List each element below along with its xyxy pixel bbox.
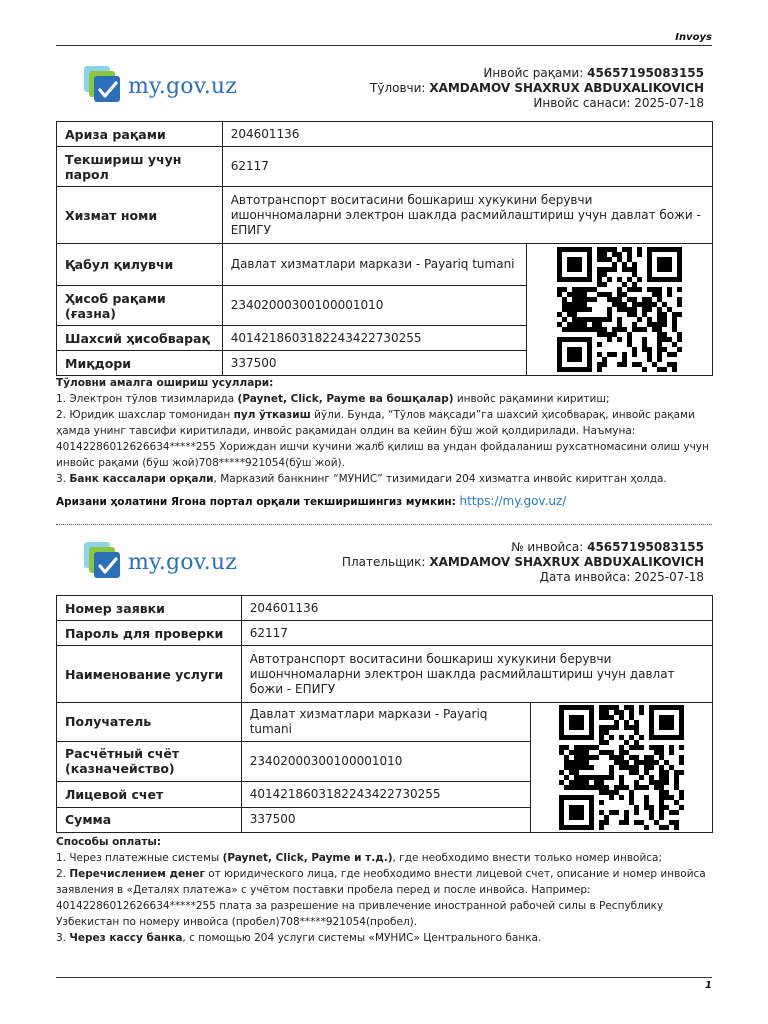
row-label: Хизмат номи (57, 187, 223, 244)
payment-method-1 (56, 850, 712, 866)
method-text-bold: (Paynet, Click, Payme и т.д.) (222, 852, 393, 864)
page-number: 1 (705, 980, 712, 991)
invoice-meta-ru (342, 540, 704, 585)
method-text: 2. (56, 868, 70, 880)
mygov-logo[interactable] (84, 66, 237, 106)
row-value: Давлат хизматлари маркази - Payariq tumani (241, 703, 531, 742)
row-label: Наименование услуги (57, 646, 242, 703)
payment-methods-title: Тўловни амалга ошириш усуллари: (56, 377, 274, 389)
qr-code[interactable] (539, 705, 704, 830)
payment-methods-title: Способы оплаты: (56, 836, 162, 848)
method-text: 2. Юридик шахслар томонидан (56, 409, 234, 421)
method-text: 1. Электрон тўлов тизимларида (56, 393, 238, 405)
row-label: Пароль для проверки (57, 621, 242, 646)
row-label: Қабул қилувчи (57, 244, 223, 286)
portal-note (56, 494, 566, 508)
row-value: 23402000300100001010 (241, 741, 531, 782)
row-label: Ариза рақами (57, 122, 223, 147)
method-text: , с помощью 204 услуги системы «МУНИС» Центрального банка. (182, 932, 542, 944)
method-text: 3. (56, 932, 70, 944)
row-value: 62117 (241, 621, 712, 646)
logo-text: my.gov.uz (128, 73, 238, 99)
row-value: 401421860318224342273025​5 (222, 326, 527, 351)
method-text-bold: Банк кассалари орқали (69, 473, 214, 485)
method-text: от юридического лица, где необходимо внести лицевой счет, описание и номер инвойса заявления в «Деталях платежа» с учётом поставки пробела перед и после инвойса. Например: 40142286012626634*****255 плата за разрешение на привлечение иностранной рабочей силы в Республику Узбекистан по номеру инвойса (пробел)708*****921054(пробел). (56, 868, 706, 928)
invoice-table-ru (56, 595, 713, 833)
table-row (57, 122, 713, 147)
footer-divider (56, 977, 712, 978)
header-divider (56, 45, 712, 46)
row-label: Номер заявки (57, 596, 242, 621)
method-text-bold: Через кассу банка (69, 932, 183, 944)
row-value: Автотранспорт воситасини бошкариш хукукини берувчи ишончномаларни электрон шаклда расмийлаштириш учун давлат божи - ЕПИГУ (222, 187, 712, 244)
row-label: Ҳисоб рақами (ғазна) (57, 286, 223, 326)
row-label: Текшириш учун парол (57, 147, 223, 187)
invoice-table-uz (56, 121, 713, 376)
payer-name: XAMDAMOV SHAXRUX ABDUXALIKOVICH (429, 81, 704, 95)
row-value: Давлат хизматлари маркази - Payariq tumani (222, 244, 527, 286)
invoice-number: 45657195083155 (587, 66, 704, 80)
cut-line (56, 524, 712, 525)
qr-cell (531, 703, 713, 833)
row-value: 337500 (241, 807, 531, 832)
invoice-date-label: Инвойс санаси: (533, 96, 631, 110)
method-text: , где необходимо внести только номер инвойса; (392, 852, 663, 864)
payment-method-2 (56, 407, 712, 471)
method-text: 3. (56, 473, 70, 485)
row-label: Расчётный счёт (казначейство) (57, 741, 242, 782)
payment-method-2 (56, 866, 712, 930)
row-value: 337500 (222, 351, 527, 376)
payment-method-3 (56, 930, 712, 946)
row-value: 401421860318224342273025​5 (241, 782, 531, 807)
portal-link[interactable]: https://my.gov.uz/ (459, 494, 567, 508)
invoice-date-label: Дата инвойса: (539, 570, 631, 584)
qr-cell (527, 244, 713, 376)
row-label: Сумма (57, 807, 242, 832)
payer-label: Плательщик: (341, 555, 426, 569)
invoice-date: 2025-07-18 (634, 570, 704, 584)
table-row (57, 244, 713, 286)
method-text: йўли. Бунда, “Тўлов мақсади”га шахсий ҳисобварақ, инвойс рақами ҳамда унинг тавсифи киритилади, инвойс рақамидан олдин ва кейин бўш жой қолдирилади. Наъмуна: 40142286012626634*****255 Хориждан ишчи кучини жалб қилиш ва ундан фойдаланиш рухсатномасини олиш учун инвойс рақами (бўш жой)708*****921054(бўш жой). (56, 409, 709, 469)
method-text-bold: пул ўтказиш (233, 409, 311, 421)
table-row (57, 621, 713, 646)
method-text: инвойс рақамини киритиш; (453, 393, 610, 405)
row-value: 62117 (222, 147, 712, 187)
invoice-number: 45657195083155 (587, 540, 704, 554)
table-row (57, 147, 713, 187)
table-row (57, 703, 713, 742)
row-value: 204601136 (241, 596, 712, 621)
method-text-bold: Перечислением денег (69, 868, 205, 880)
header-title: Invoys (675, 32, 712, 43)
row-value: Автотранспорт воситасини бошкариш хукукини берувчи ишончномаларни электрон шаклда расмийлаштириш учун давлат божи - ЕПИГУ (241, 646, 712, 703)
row-value: 204601136 (222, 122, 712, 147)
payment-methods-uz (56, 375, 712, 487)
table-row (57, 596, 713, 621)
portal-text: Аризани ҳолатини Ягона портал орқали текширишингиз мумкин: (56, 496, 456, 508)
table-row (57, 187, 713, 244)
invoice-date: 2025-07-18 (634, 96, 704, 110)
qr-code[interactable] (535, 247, 704, 372)
invoice-meta-uz (370, 66, 704, 111)
invoice-number-label: № инвойса: (511, 540, 584, 554)
payment-method-3 (56, 471, 712, 487)
row-label: Шахсий ҳисобварақ (57, 326, 223, 351)
logo-text: my.gov.uz (128, 549, 238, 575)
method-text: , Марказий банкнинг “МУНИС” тизимидаги 204 хизматга инвойс киритган ҳолда. (213, 473, 667, 485)
mygov-logo-icon (84, 66, 124, 106)
method-text: 1. Через платежные системы (56, 852, 223, 864)
row-label: Лицевой счет (57, 782, 242, 807)
mygov-logo[interactable] (84, 542, 237, 582)
payment-method-1 (56, 391, 712, 407)
row-label: Миқдори (57, 351, 223, 376)
method-text-bold: (Paynet, Click, Payme ва бошқалар) (237, 393, 454, 405)
mygov-logo-icon (84, 542, 124, 582)
invoice-number-label: Инвойс рақами: (483, 66, 584, 80)
row-value: 23402000300100001010 (222, 286, 527, 326)
payer-name: XAMDAMOV SHAXRUX ABDUXALIKOVICH (429, 555, 704, 569)
row-label: Получатель (57, 703, 242, 742)
table-row (57, 646, 713, 703)
payment-methods-ru (56, 834, 712, 946)
payer-label: Тўловчи: (370, 81, 426, 95)
